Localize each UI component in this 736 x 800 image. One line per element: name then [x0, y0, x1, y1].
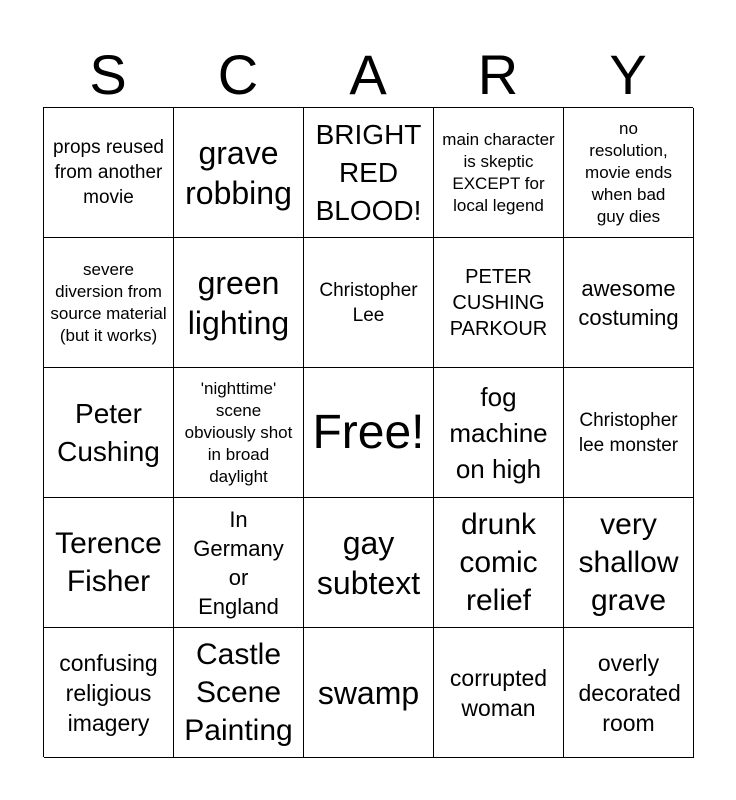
bingo-cell[interactable]	[174, 108, 304, 238]
bingo-cell[interactable]	[564, 368, 694, 498]
bingo-cell[interactable]	[564, 628, 694, 758]
cell-text: corrupted woman	[449, 664, 548, 721]
cell-text: overly decorated room	[578, 649, 681, 736]
bingo-cell[interactable]	[434, 238, 564, 368]
header-letter-a: A	[349, 43, 387, 106]
cell-text: Peter Cushing	[57, 397, 160, 467]
cell-text: Christopher Lee	[319, 279, 418, 326]
cell-text: green lighting	[187, 264, 290, 341]
bingo-cell[interactable]	[434, 498, 564, 628]
cell-text: gay subtext	[316, 524, 421, 601]
header-letter-r: R	[477, 43, 519, 106]
bingo-cell[interactable]	[174, 238, 304, 368]
cell-text: props reused from another movie	[53, 137, 164, 208]
bingo-cell[interactable]	[564, 108, 694, 238]
cell-text: grave robbing	[185, 134, 292, 211]
cell-text: confusing religious imagery	[59, 649, 158, 736]
bingo-cell[interactable]	[304, 238, 434, 368]
bingo-cell[interactable]	[434, 108, 564, 238]
bingo-cell[interactable]	[174, 628, 304, 758]
bingo-cell[interactable]	[304, 108, 434, 238]
bingo-cell[interactable]	[44, 628, 174, 758]
cell-text: BRIGHT RED BLOOD!	[315, 118, 422, 226]
header-letter-s: S	[89, 43, 127, 106]
bingo-cell[interactable]	[174, 368, 304, 498]
cell-text: no resolution, movie ends when bad guy dies	[585, 118, 672, 226]
free-space-cell[interactable]	[304, 368, 434, 498]
cell-text: drunk comic relief	[459, 507, 538, 617]
bingo-cell[interactable]	[174, 498, 304, 628]
bingo-cell[interactable]	[44, 368, 174, 498]
cell-text: severe diversion from source material (but it works)	[50, 259, 167, 345]
bingo-cell[interactable]	[564, 238, 694, 368]
bingo-header	[43, 44, 693, 106]
header-letter-y: Y	[609, 43, 647, 106]
cell-text: 'nighttime' scene obviously shot in broad daylight	[184, 378, 293, 486]
bingo-cell[interactable]	[434, 368, 564, 498]
cell-text: In Germany or England	[193, 506, 284, 619]
cell-text: very shallow grave	[578, 507, 679, 617]
bingo-cell[interactable]	[564, 498, 694, 628]
bingo-cell[interactable]	[304, 628, 434, 758]
header-letter-c: C	[217, 43, 259, 106]
bingo-cell[interactable]	[44, 238, 174, 368]
cell-text: awesome costuming	[578, 275, 679, 330]
bingo-cell[interactable]	[44, 498, 174, 628]
bingo-cell[interactable]	[44, 108, 174, 238]
cell-text: Christopher lee monster	[578, 409, 679, 456]
cell-text: PETER CUSHING PARKOUR	[449, 265, 548, 340]
cell-text: Castle Scene Painting	[184, 637, 293, 747]
free-space-text: Free!	[312, 405, 425, 459]
cell-text: swamp	[317, 674, 420, 711]
bingo-cell[interactable]	[434, 628, 564, 758]
bingo-cell[interactable]	[304, 498, 434, 628]
cell-text: fog machine on high	[449, 381, 548, 484]
cell-text: main character is skeptic EXCEPT for local legend	[442, 129, 555, 215]
cell-text: Terence Fisher	[55, 526, 162, 598]
bingo-grid	[43, 107, 693, 757]
